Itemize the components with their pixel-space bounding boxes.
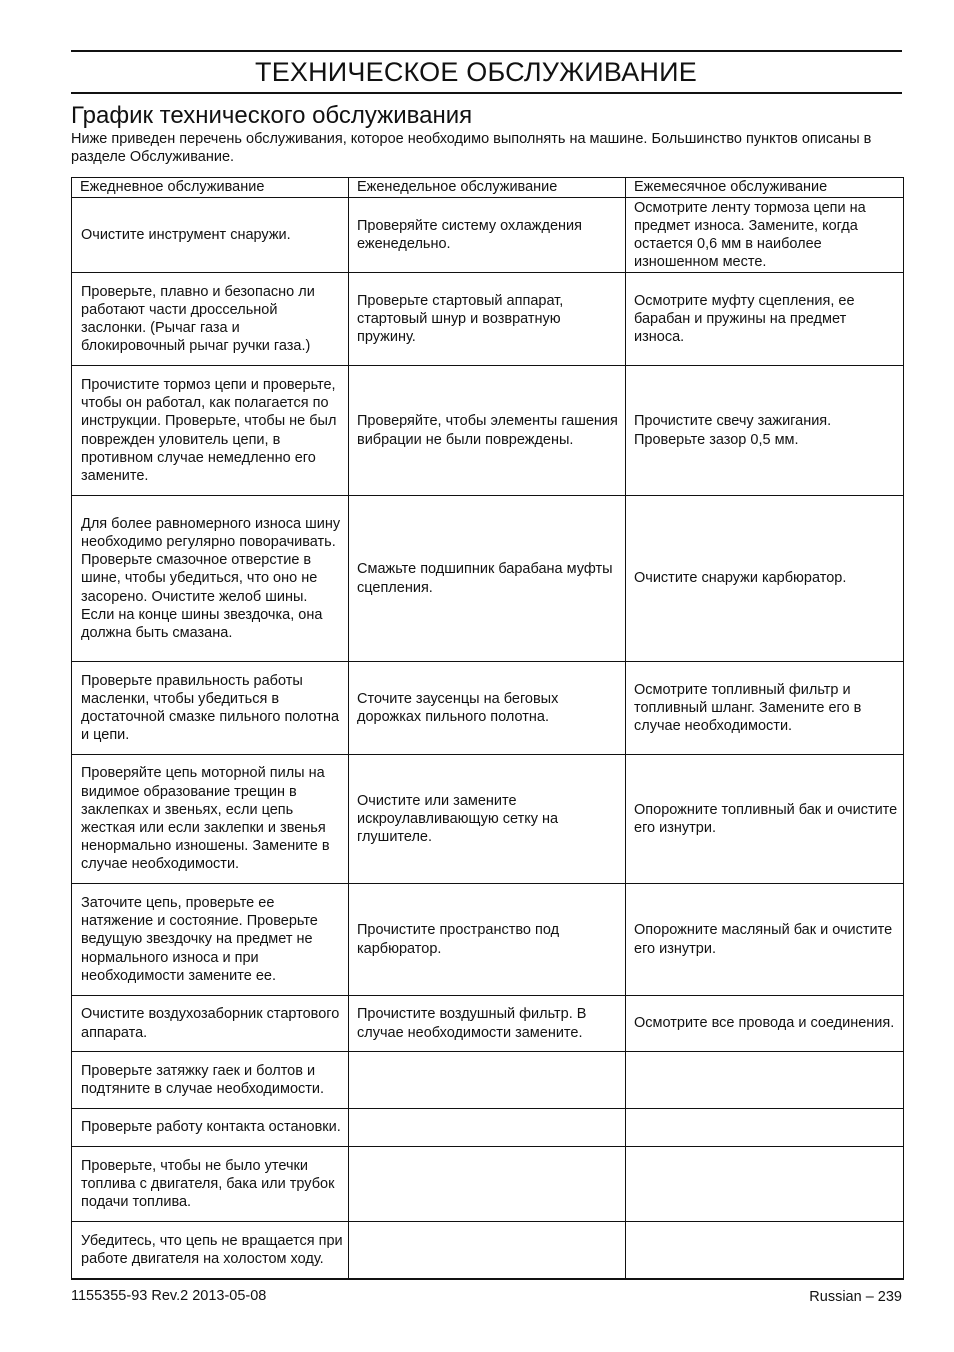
monthly-cell: Опорожните топливный бак и очистите его изнутри.: [626, 755, 904, 884]
daily-cell: Для более равномерного износа шину необходимо регулярно поворачивать. Проверьте смазочное отверстие в шине, чтобы убедиться, что оно не засорено. Очистите желоб шины. Если на конце шины звездочка, она должна быть смазана.: [72, 496, 349, 662]
monthly-cell: Прочистите свечу зажигания. Проверьте зазор 0,5 мм.: [626, 366, 904, 496]
table-row: [72, 662, 904, 755]
daily-cell: Заточите цепь, проверьте ее натяжение и состояние. Проверьте ведущую звездочку на предмет не нормального износа и при необходимости замените ее.: [72, 884, 349, 996]
daily-cell: Проверьте работу контакта остановки.: [72, 1109, 349, 1147]
header-daily: Ежедневное обслуживание: [72, 178, 349, 198]
weekly-cell: Сточите заусенцы на беговых дорожках пильного полотна.: [349, 662, 626, 755]
monthly-cell: [626, 1052, 904, 1109]
table-row: [72, 273, 904, 366]
weekly-cell: Прочистите воздушный фильтр. В случае необходимости замените.: [349, 996, 626, 1052]
table-row: [72, 496, 904, 662]
monthly-cell: Осмотрите все провода и соединения.: [626, 996, 904, 1052]
intro-paragraph: Ниже приведен перечень обслуживания, которое необходимо выполнять на машине. Большинство пунктов описаны в разделе Обслуживание.: [71, 131, 872, 165]
table-row: [72, 1147, 904, 1222]
table-row: [72, 755, 904, 884]
table-row: [72, 1222, 904, 1279]
page-content: [71, 50, 902, 1280]
page-number: Russian – 239: [809, 1289, 902, 1305]
table-row: [72, 198, 904, 273]
page-subtitle: График технического обслуживания: [71, 102, 473, 129]
daily-cell: Очистите воздухозаборник стартового аппарата.: [72, 996, 349, 1052]
monthly-cell: Опорожните масляный бак и очистите его изнутри.: [626, 884, 904, 996]
daily-cell: Проверьте, плавно и безопасно ли работают части дроссельной заслонки. (Рычаг газа и блокировочный рычаг ручки газа.): [72, 273, 349, 366]
monthly-cell: [626, 1222, 904, 1279]
table-row: [72, 1109, 904, 1147]
weekly-cell: [349, 1109, 626, 1147]
weekly-cell: [349, 1052, 626, 1109]
daily-cell: Проверьте правильность работы масленки, чтобы убедиться в достаточной смазке пильного полотна и цепи.: [72, 662, 349, 755]
table-row: [72, 366, 904, 496]
monthly-cell: [626, 1147, 904, 1222]
weekly-cell: Смажьте подшипник барабана муфты сцепления.: [349, 496, 626, 662]
daily-cell: Убедитесь, что цепь не вращается при работе двигателя на холостом ходу.: [72, 1222, 349, 1279]
monthly-cell: Осмотрите ленту тормоза цепи на предмет износа. Замените, когда остается 0,6 мм в наиболее изношенном месте.: [626, 198, 904, 273]
header-weekly: Еженедельное обслуживание: [349, 178, 626, 198]
weekly-cell: Проверяйте систему охлаждения еженедельно.: [349, 198, 626, 273]
section-title: ТЕХНИЧЕСКОЕ ОБСЛУЖИВАНИЕ: [255, 57, 697, 87]
weekly-cell: [349, 1147, 626, 1222]
daily-cell: Прочистите тормоз цепи и проверьте, чтобы он работал, как полагается по инструкции. Проверьте, чтобы не был поврежден уловитель цепи, в противном случае немедленно его замените.: [72, 366, 349, 496]
table-row: [72, 1052, 904, 1109]
monthly-cell: Осмотрите топливный фильтр и топливный шланг. Замените его в случае необходимости.: [626, 662, 904, 755]
table-row: [72, 884, 904, 996]
daily-cell: Очистите инструмент снаружи.: [72, 198, 349, 273]
monthly-cell: [626, 1109, 904, 1147]
monthly-cell: Осмотрите муфту сцепления, ее барабан и пружины на предмет износа.: [626, 273, 904, 366]
table-row: [72, 996, 904, 1052]
daily-cell: Проверяйте цепь моторной пилы на видимое образование трещин в заклепках и звеньях, если цепь жесткая или если заклепки и звенья ненормально изношены. Замените в случае необходимости.: [72, 755, 349, 884]
weekly-cell: Проверьте стартовый аппарат, стартовый шнур и возвратную пружину.: [349, 273, 626, 366]
weekly-cell: Очистите или замените искроулавливающую сетку на глушителе.: [349, 755, 626, 884]
weekly-cell: Проверяйте, чтобы элементы гашения вибрации не были повреждены.: [349, 366, 626, 496]
weekly-cell: Прочистите пространство под карбюратор.: [349, 884, 626, 996]
title-rule: [71, 92, 902, 94]
header-monthly: Ежемесячное обслуживание: [626, 178, 904, 198]
daily-cell: Проверьте затяжку гаек и болтов и подтяните в случае необходимости.: [72, 1052, 349, 1109]
maintenance-schedule-table: [71, 177, 904, 1280]
weekly-cell: [349, 1222, 626, 1279]
table-header-row: [72, 178, 904, 198]
document-id: 1155355-93 Rev.2 2013-05-08: [71, 1288, 267, 1304]
daily-cell: Проверьте, чтобы не было утечки топлива с двигателя, бака или трубок подачи топлива.: [72, 1147, 349, 1222]
monthly-cell: Очистите снаружи карбюратор.: [626, 496, 904, 662]
